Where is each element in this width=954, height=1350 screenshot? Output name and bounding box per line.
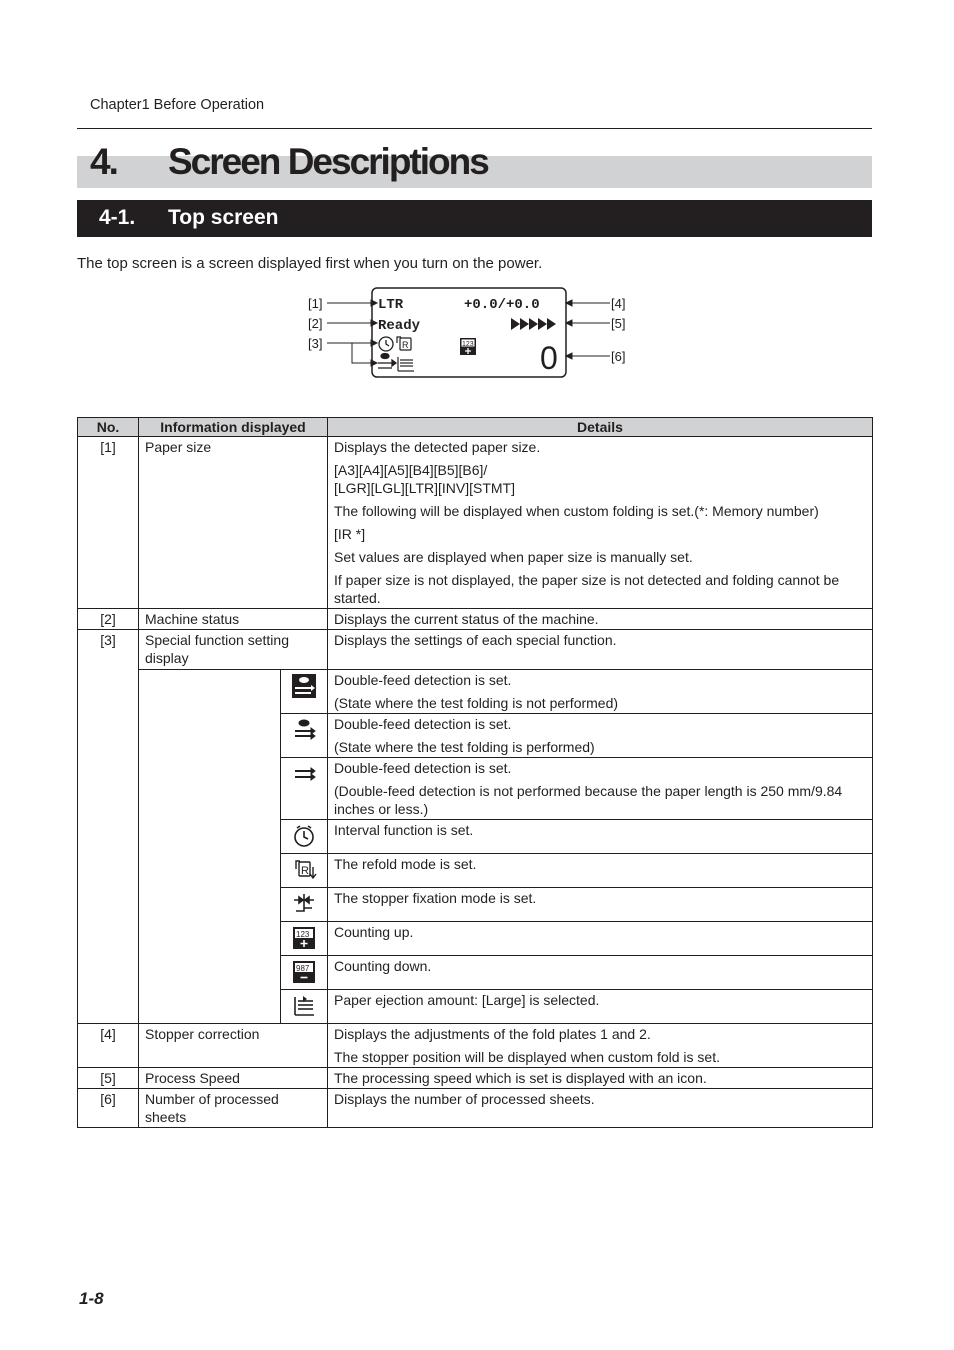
table-row: [2] Machine status Displays the current status of the machine.	[78, 609, 873, 630]
intro-text: The top screen is a screen displayed first when you turn on the power.	[77, 255, 543, 272]
callout-3: [3]	[308, 336, 323, 351]
header-info: Information displayed	[139, 418, 328, 437]
section-heading	[77, 141, 872, 188]
table-row: [3] Special function setting display Displays the settings of each special function.	[78, 630, 873, 670]
double-feed-skipped-icon	[291, 761, 317, 787]
double-feed-tested-icon	[291, 717, 317, 743]
table-row: [5] Process Speed The processing speed which is set is displayed with an icon.	[78, 1068, 873, 1089]
chapter-header: Chapter1 Before Operation	[90, 97, 265, 113]
svg-text:123: 123	[462, 341, 474, 348]
section-number: 4.	[90, 141, 117, 182]
table-row: Double-feed detection is set. (State where the test folding is performed)	[78, 714, 873, 758]
refold-icon	[397, 337, 411, 350]
lcd-diagram	[300, 283, 640, 383]
page-number: 1-8	[79, 1289, 104, 1308]
svg-text:987: 987	[296, 964, 310, 973]
stopper-fixation-icon	[291, 891, 317, 917]
table-row: Interval function is set.	[78, 820, 873, 854]
lcd-count: 0	[540, 340, 558, 376]
count-up-icon	[291, 925, 317, 951]
callout-4: [4]	[611, 296, 626, 311]
table-row: [1] Paper size Displays the detected paper size. [A3][A4][A5][B4][B5][B6]/ [LGR][LGL][LTR][INV][STMT] The following will be displayed when custom folding is set.(*: Memory number) [IR *] Set values are displayed when paper size is manually set. If paper size is not displayed, the paper size is not detected and folding cannot be started.	[78, 437, 873, 609]
lcd-paper-size: LTR	[378, 297, 404, 313]
interval-clock-icon	[379, 337, 393, 351]
refold-icon	[291, 857, 317, 883]
header-rule	[77, 128, 872, 129]
svg-text:123: 123	[296, 930, 310, 939]
callout-6: [6]	[611, 349, 626, 364]
count-up-icon	[460, 338, 476, 355]
paper-eject-icon	[398, 357, 414, 371]
table-row: 123 Counting up.	[78, 922, 873, 956]
count-down-icon	[291, 959, 317, 985]
section-title: Screen Descriptions	[168, 141, 488, 182]
table-header-row	[78, 418, 873, 437]
header-details: Details	[328, 418, 873, 437]
subsection-heading	[77, 200, 872, 237]
table-row: [4] Stopper correction Displays the adjustments of the fold plates 1 and 2. The stopper position will be displayed when custom fold is set.	[78, 1024, 873, 1068]
subsection-title: Top screen	[168, 206, 279, 229]
callout-5: [5]	[611, 316, 626, 331]
lcd-status: Ready	[378, 318, 421, 334]
table-row: 987 Counting down.	[78, 956, 873, 990]
double-feed-icon	[378, 354, 396, 369]
callout-1: [1]	[308, 296, 323, 311]
info-table	[77, 417, 873, 1128]
table-row: Double-feed detection is set. (Double-feed detection is not performed because the paper length is 250 mm/9.84 inches or less.)	[78, 758, 873, 820]
header-no: No.	[78, 418, 139, 437]
subsection-number: 4-1.	[99, 206, 136, 229]
table-row: R The refold mode is set.	[78, 854, 873, 888]
lcd-stopper: +0.0/+0.0	[464, 297, 540, 313]
table-row: Paper ejection amount: [Large] is selected.	[78, 990, 873, 1024]
svg-text:R: R	[301, 865, 309, 877]
callout-2: [2]	[308, 316, 323, 331]
table-row: Double-feed detection is set. (State where the test folding is not performed)	[78, 670, 873, 714]
speed-arrows-icon	[511, 318, 556, 330]
table-row: [6] Number of processed sheets Displays the number of processed sheets.	[78, 1089, 873, 1128]
interval-clock-icon	[291, 823, 317, 849]
svg-text:R: R	[402, 340, 409, 350]
paper-eject-large-icon	[291, 993, 317, 1019]
double-feed-not-tested-icon	[291, 673, 317, 699]
table-row: The stopper fixation mode is set.	[78, 888, 873, 922]
